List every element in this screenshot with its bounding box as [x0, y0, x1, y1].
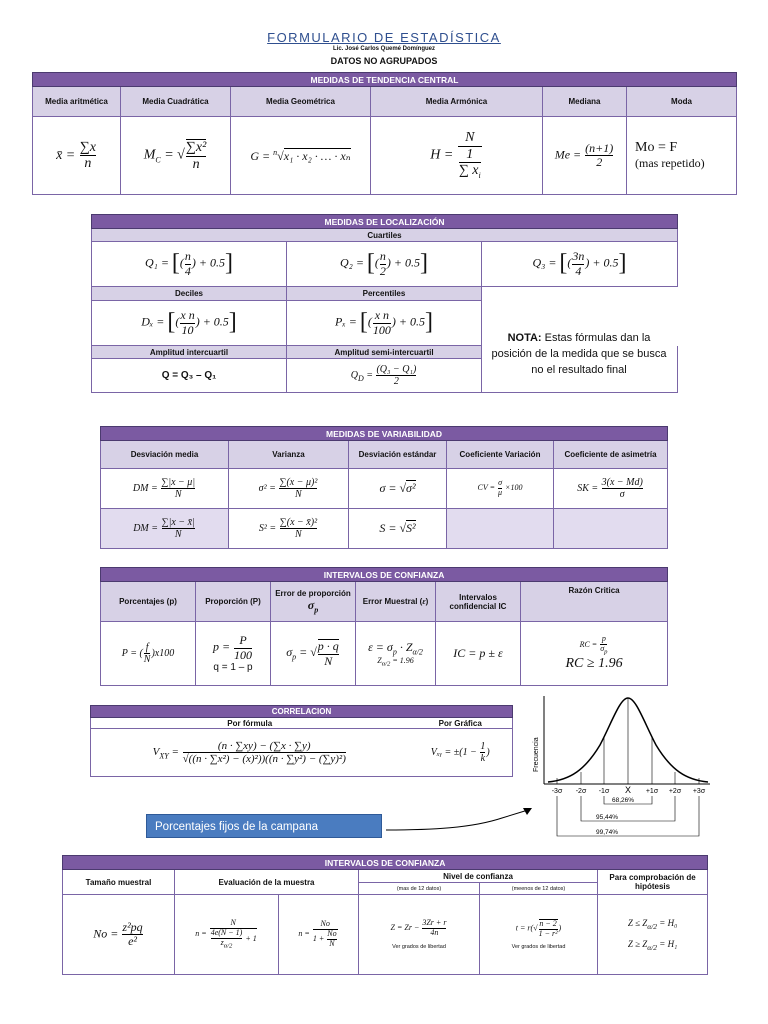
label-mas-12: (mas de 12 datos)	[359, 883, 480, 895]
campana-label: Porcentajes fijos de la campana	[146, 814, 382, 838]
tick-plus1: +1σ	[645, 788, 659, 795]
header-moda: Moda	[627, 87, 737, 117]
header-desviacion-media: Desviación media	[101, 441, 229, 469]
header-mediana: Mediana	[543, 87, 627, 117]
formula-ic: IC = p ± ε	[436, 622, 521, 686]
header-por-grafica: Por Gráfica	[409, 718, 513, 729]
formula-correlacion-grafica: Vₓᵧ = ±(1 − $\frac{1}{k}$ )	[409, 729, 513, 777]
header-media-geometrica: Media Geométrica	[231, 87, 371, 117]
header-proporcion: Proporción (P)	[196, 582, 271, 622]
correlacion-band: CORRELACION	[91, 706, 513, 718]
tick-minus1: -1σ	[598, 788, 610, 795]
nota-box	[488, 330, 670, 378]
moda-formula: Mo = F	[635, 140, 678, 155]
header-coef-variacion: Coeficiente Variación	[447, 441, 554, 469]
error-muestral-label: Error Muestral	[362, 597, 418, 606]
formula-media-cuadratica: $M_C$ = √ $\frac{\text{∑x²}}{n}$	[121, 117, 231, 195]
tick-plus2: +2σ	[668, 788, 682, 795]
header-comprobacion: Para comprobación de hipótesis	[598, 870, 708, 895]
header-media-aritmetica: Media aritmética	[33, 87, 121, 117]
z-value: 1.96	[399, 655, 414, 665]
formula-porcentaje: P = ( $\frac{f}{N}$ )x100	[101, 622, 196, 686]
formula-evaluacion-2: n = No 1 + $\frac{No}{N}$	[279, 895, 359, 975]
tendencia-central-table	[32, 72, 737, 195]
tick-plus3: +3σ	[692, 788, 706, 795]
header-nivel: Nivel de confianza	[359, 870, 598, 883]
nota-label: NOTA:	[507, 332, 542, 344]
formula-q3: Q₃ = [( $\frac{3n}{4}$ ) + 0.5]	[482, 242, 678, 287]
formula-media-armonica: H = $\frac{N}{\frac{1}{\sum x_i}}$	[371, 117, 543, 195]
moda-note: (mas repetido)	[635, 156, 705, 170]
header-varianza: Varianza	[229, 441, 349, 469]
empty-cell	[447, 509, 554, 549]
formula-q2: Q₂ = [( $\frac{n}{2}$ ) + 0.5]	[287, 242, 482, 287]
formula-deciles: Dₓ = [( $\frac{\text{x n}}{10}$ ) + 0.5]	[92, 301, 287, 346]
formula-dm-muestra: DM = $\frac{\sum|x - x̄|}{N}$	[101, 509, 229, 549]
header-percentiles: Percentiles	[287, 287, 482, 301]
formula-sk: SK = $\frac{3(x - Md)}{\sigma}$	[554, 469, 668, 509]
grados-libertad-1: Ver grados de libertad	[392, 943, 446, 950]
formula-amplitud-semi: $Q_D$ = $\frac{\text{(Q₃ − Q₁)}}{2}$	[287, 359, 482, 393]
variabilidad-band: MEDIDAS DE VARIABILIDAD	[101, 427, 668, 441]
formula-razon-critica: RC = $\frac{p}{\sigma_p}$ RC ≥ 1.96	[521, 622, 668, 686]
header-ic: Intervalos confidencial IC	[436, 582, 521, 622]
header-evaluacion: Evaluación de la muestra	[175, 870, 359, 895]
formula-media-geometrica: G = $^n$√x₁ · x₂ · … · xₙ	[231, 117, 371, 195]
pct-95: 95,44%	[596, 814, 619, 821]
header-cuartiles: Cuartiles	[92, 229, 678, 242]
header-desviacion-estandar: Desviación estándar	[349, 441, 447, 469]
formula-evaluacion-1: n = N $\frac{4e(N - 1)}{z_{\alpha/2}}$ + 1	[175, 895, 279, 975]
formula-t-menos-12: t = r(√ $\frac{n - 2}{\text{1 − r²}}$ ) Ver grados de libertad	[480, 895, 598, 975]
formula-varianza-poblacion: σ² = $\frac{\text{∑(x − μ)²}}{N}$	[229, 469, 349, 509]
error-proporcion-label: Error de proporción	[275, 588, 351, 598]
formula-sigma: σ = √σ²	[349, 469, 447, 509]
formula-s: S = √S²	[349, 509, 447, 549]
intervalos-band: INTERVALOS DE CONFIANZA	[101, 568, 668, 582]
empty-cell	[554, 509, 668, 549]
muestra-table	[62, 855, 708, 975]
formula-moda	[627, 117, 737, 195]
page-title: FORMULARIO DE ESTADÍSTICA	[267, 30, 501, 45]
formula-proporcion: p = $\frac{P}{100}$ q = 1 – p	[196, 622, 271, 686]
tick-minus2: -2σ	[575, 788, 587, 795]
header-error-proporcion: Error de proporción $\sigma_p$	[271, 582, 356, 622]
formula-error-muestral: $\varepsilon = \sigma_p \cdot Z_{\alpha/2}$ $Z_{\alpha/2} = 1.96$	[356, 622, 436, 686]
muestra-band: INTERVALOS DE CONFIANZA	[63, 856, 708, 870]
formula-error-proporcion: $\sigma_p$ = √ $\frac{p \cdot q}{N}$	[271, 622, 356, 686]
label-menos-12: (meenos de 12 datos)	[480, 883, 598, 895]
header-amplitud: Amplitud intercuartil	[92, 346, 287, 359]
localizacion-band: MEDIDAS DE LOCALIZACIÓN	[92, 215, 678, 229]
formula-cv: CV = $\frac{\sigma}{\mu}$ ×100	[447, 469, 554, 509]
formula-dm-poblacion: DM = $\frac{\sum|x - \mu|}{N}$	[101, 469, 229, 509]
nota-text: Estas fórmulas dan la posición de la medida que se busca no el resultado final	[491, 332, 667, 376]
y-axis-label: Frecuencia	[533, 737, 540, 772]
author-name: Lic. José Carlos Quemé Domínguez	[332, 46, 436, 52]
q-formula: q = 1 – p	[213, 661, 253, 673]
grados-libertad-2: Ver grados de libertad	[511, 944, 566, 951]
formula-percentiles: Pₓ = [( $\frac{\text{x n}}{100}$ ) + 0.5]	[287, 301, 482, 346]
variabilidad-table	[100, 426, 668, 549]
page-subtitle: DATOS NO AGRUPADOS	[330, 56, 438, 66]
formula-tamano: No = $\frac{\text{z²pq}}{\text{e²}}$	[63, 895, 175, 975]
header-deciles: Deciles	[92, 287, 287, 301]
header-amplitud-semi: Amplitud semi-intercuartil	[287, 346, 482, 359]
tick-minus3: -3σ	[551, 788, 563, 795]
header-tamano: Tamaño muestral	[63, 870, 175, 895]
header-por-formula: Por fórmula	[91, 718, 409, 729]
campana-chart	[530, 690, 712, 850]
formula-q1: Q₁ = [( $\frac{n}{4}$ ) + 0.5]	[92, 242, 287, 287]
header-razon-critica: Razón Critica	[521, 582, 668, 622]
pct-99: 99,74%	[596, 829, 619, 836]
header-error-muestral: Error Muestral (ε)	[356, 582, 436, 622]
arrow-to-curve	[382, 800, 542, 840]
header-coef-asimetria: Coeficiente de asimetría	[554, 441, 668, 469]
tick-mean: X	[624, 785, 632, 795]
formula-hipotesis: $Z \le Z_{\alpha/2} = H_0$ $Z \ge Z_{\alpha/2} = H_1$	[598, 895, 708, 975]
formula-z-mas-12: Z = Zr − $\frac{3Zr + r}{4n}$ Ver grados de libertad	[359, 895, 480, 975]
rc-threshold: RC ≥ 1.96	[565, 655, 623, 671]
amplitud-formula: Q = Q₃ – Q₁	[92, 359, 287, 393]
pct-68: 68,26%	[612, 797, 635, 804]
header-media-armonica: Media Armónica	[371, 87, 543, 117]
header-media-cuadratica: Media Cuadrática	[121, 87, 231, 117]
formula-mediana: Me = $\frac{(n+1)}{2}$	[543, 117, 627, 195]
tendencia-band: MEDIDAS DE TENDENCIA CENTRAL	[33, 73, 737, 87]
formula-correlacion: $V_{XY}$ = $\frac{(n \cdot \sum xy) - (\sum x \cdot \sum y)}{\text{√((n · ∑x²) − (x)²))((n · ∑y²) − (∑y)²)}}$	[91, 729, 409, 777]
formula-varianza-muestra: S² = $\frac{\text{∑(x − x̄)²}}{N}$	[229, 509, 349, 549]
header-porcentajes: Porcentajes (p)	[101, 582, 196, 622]
intervalos-table	[100, 567, 668, 686]
correlacion-table	[90, 705, 513, 777]
formula-media-aritmetica: x̄ = $\frac{\sum x}{n}$	[33, 117, 121, 195]
